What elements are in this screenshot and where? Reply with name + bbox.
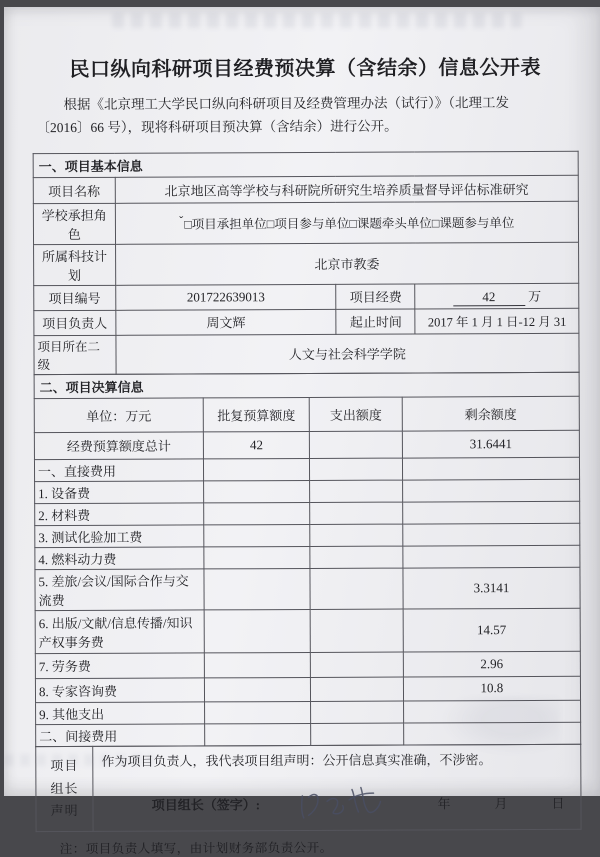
col-header-remaining: 剩余额度 (402, 396, 579, 431)
empty-cell (203, 458, 309, 480)
table-row (34, 396, 579, 432)
table-row (34, 333, 579, 374)
empty-cell (311, 723, 404, 745)
side-label-line: 组长 (39, 777, 89, 800)
cost-item-approved (204, 568, 310, 609)
cost-item-remaining: 3.3141 (403, 567, 580, 609)
intro-line-1: 根据《北京理工大学民口纵向科研项目及经费管理办法（试行）》（北理工发 (36, 92, 578, 117)
signature-row (100, 784, 575, 824)
check-mark: ˇ (179, 214, 183, 228)
project-number-value: 201722639013 (115, 284, 336, 310)
direct-cost-header: 一、直接费用 (34, 459, 203, 482)
budget-table (34, 372, 582, 747)
empty-cell (310, 458, 403, 480)
fund-amount: 42 (453, 289, 525, 306)
cost-item-remaining (403, 545, 580, 568)
side-label-line: 声明 (39, 800, 89, 823)
cost-item-spent (310, 568, 403, 609)
year-label: 年 (437, 794, 450, 813)
cost-item-name: 1. 设备费 (35, 481, 204, 504)
cost-item-name: 2. 材料费 (35, 503, 204, 526)
total-row-name: 经费预算额度总计 (34, 432, 203, 460)
table-row (34, 430, 579, 459)
cost-item-approved (204, 701, 310, 723)
leader-value: 周文辉 (116, 309, 337, 335)
role-options: □项目承担单位□项目参与单位□课题牵头单位□课题参与单位 (184, 216, 514, 231)
side-label-line: 项目 (39, 755, 89, 778)
table-row (36, 700, 581, 724)
cost-item-name: 5. 差旅/会议/国际合作与交流费 (35, 569, 204, 611)
table-row (35, 651, 580, 678)
cost-item-approved (204, 480, 310, 502)
table-row (34, 372, 579, 398)
cost-item-spent (310, 524, 403, 546)
intro-paragraph (36, 92, 578, 140)
cost-item-remaining (402, 479, 579, 502)
basic-info-table (33, 151, 580, 375)
cost-item-spent (310, 609, 403, 652)
cost-item-spent (310, 546, 403, 568)
cost-item-approved (204, 677, 310, 701)
cost-item-remaining (403, 700, 580, 723)
cost-item-approved (204, 524, 310, 546)
cost-item-approved (204, 609, 310, 652)
cost-item-spent (311, 701, 404, 723)
table-row (34, 457, 579, 481)
cost-item-name: 8. 专家咨询费 (35, 678, 204, 703)
table-row (36, 722, 581, 746)
table-row (35, 501, 580, 525)
declaration-side-label (36, 746, 94, 831)
cost-item-spent (311, 652, 404, 677)
project-name-label: 项目名称 (33, 177, 115, 203)
cost-item-remaining: 2.96 (403, 651, 580, 677)
role-value (115, 201, 578, 244)
cost-item-spent (310, 502, 403, 524)
page-title: 民口纵向科研项目经费预决算（含结余）信息公开表 (32, 51, 578, 82)
total-remaining: 31.6441 (402, 430, 579, 458)
day-label: 日 (551, 793, 564, 812)
total-spent (310, 431, 403, 458)
project-number-label: 项目编号 (34, 285, 116, 310)
budget-section-title: 二、项目决算信息 (34, 372, 579, 398)
cost-item-remaining (403, 523, 580, 546)
col-header-spent: 支出额度 (309, 397, 402, 431)
period-label: 起止时间 (336, 309, 415, 334)
table-row (35, 676, 580, 702)
project-name-value: 北京地区高等学校与科研院所研究生培养质量督导评估标准研究 (115, 175, 578, 203)
paper-sheet (4, 7, 600, 796)
table-row (33, 175, 578, 203)
month-label: 月 (494, 793, 507, 812)
plan-label: 所属科技计划 (34, 244, 116, 285)
cost-item-name: 6. 出版/文献/信息传播/知识产权事务费 (35, 610, 204, 654)
cost-item-approved (204, 652, 310, 677)
cost-item-spent (310, 480, 403, 502)
plan-value: 北京市教委 (115, 242, 578, 285)
cost-item-approved (204, 546, 310, 568)
cost-item-approved (204, 502, 310, 524)
school-unit-label: 项目所在二级 (34, 335, 116, 374)
table-row (35, 567, 580, 610)
col-header-approved: 批复预算额度 (203, 397, 309, 431)
leader-label: 项目负责人 (34, 310, 116, 335)
footnote: 注：项目负责人填写，由计划财务部负责公开。 (60, 837, 582, 857)
cost-item-spent (311, 677, 404, 701)
fund-value (415, 283, 579, 309)
indirect-cost-header: 二、间接费用 (36, 724, 205, 747)
cost-item-name: 3. 测试化验加工费 (35, 525, 204, 548)
leader-signature (292, 780, 388, 828)
empty-cell (205, 723, 311, 745)
intro-line-2: 〔2016〕66 号），现将科研项目预决算（含结余）进行公开。 (36, 115, 578, 140)
table-row (33, 201, 578, 244)
table-row (35, 523, 580, 547)
fund-label: 项目经费 (336, 284, 415, 309)
cost-item-name: 9. 其他支出 (36, 702, 205, 725)
cost-item-remaining: 14.57 (403, 608, 580, 652)
table-row (35, 545, 580, 569)
total-approved: 42 (203, 431, 309, 458)
table-row (36, 744, 581, 831)
fund-unit: 万 (528, 289, 541, 304)
school-unit-value: 人文与社会科学学院 (116, 333, 579, 374)
cost-item-name: 7. 劳务费 (35, 653, 204, 679)
table-row (33, 151, 578, 177)
period-value: 2017 年 1 月 1 日-12 月 31 (415, 308, 579, 334)
table-row (34, 283, 579, 310)
table-row (34, 308, 579, 335)
cost-item-remaining (403, 501, 580, 524)
empty-cell (402, 457, 579, 480)
table-row (34, 242, 579, 285)
table-row (35, 608, 580, 653)
sign-label: 项目组长（签字）: (152, 795, 260, 814)
table-row (35, 479, 580, 503)
basic-info-section-title: 一、项目基本信息 (33, 151, 578, 177)
cost-item-name: 4. 燃料动力费 (35, 547, 204, 570)
form-content (4, 6, 600, 798)
declaration-table (35, 744, 581, 832)
declaration-body (93, 744, 581, 831)
role-label: 学校承担角色 (33, 203, 115, 244)
cost-item-remaining: 10.8 (403, 676, 580, 701)
empty-cell (403, 722, 580, 745)
col-header-unit: 单位：万元 (34, 398, 203, 433)
declaration-statement: 作为项目负责人，我代表项目组声明：公开信息真实准确，不涉密。 (101, 749, 574, 770)
